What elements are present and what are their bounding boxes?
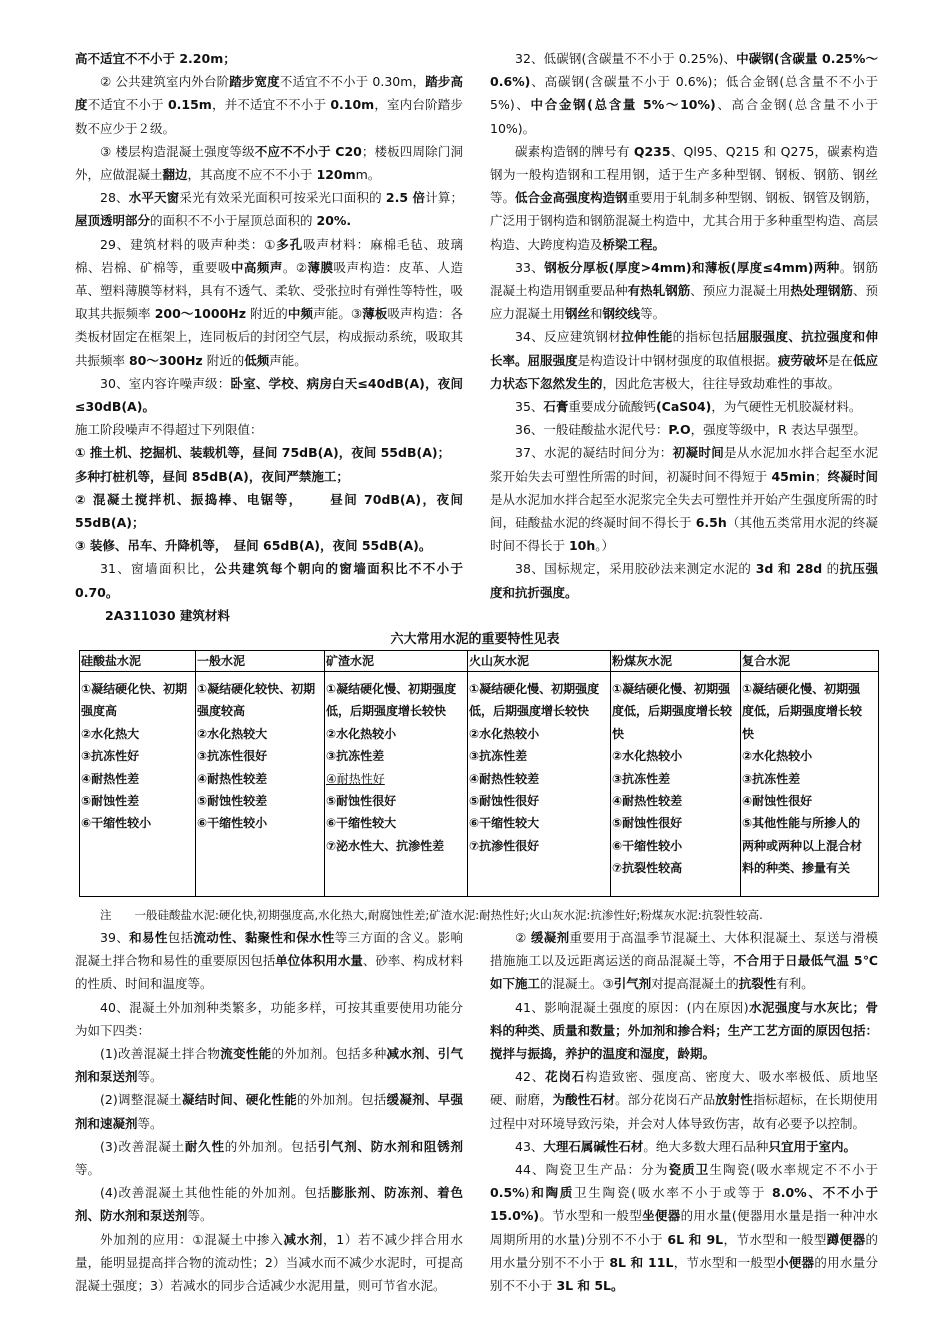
table-cell-line: 度低，后期强度增长较 [742, 704, 863, 719]
table-cell-line: ④耐热性较差 [469, 771, 540, 786]
paragraph: ③ 楼层构造混凝土强度等级不应不不小于 C20；楼板四周除门洞外，应做混凝土翻边，其高度不应不不小于 120mm。 [75, 143, 463, 183]
table-cell-line: ②水化热较小 [612, 749, 683, 764]
paragraph: 39、和易性包括流动性、黏聚性和保水性等三方面的含义。影响混凝土拌合物和易性的重要原因包括单位体积用水量、砂率、构成材料的性质、时间和温度等。 [75, 930, 463, 992]
table-cell-line: ①凝结硬化慢、初期强度 [469, 682, 600, 696]
table-column-header: 矿渣水泥 [325, 651, 467, 672]
paragraph: 34、反应建筑钢材拉伸性能的指标包括屈服强度、抗拉强度和伸长率。屈服强度是构造设计中钢材强度的取值根据。疲劳破坏是在低应力状态下忽然发生的，因此危害极大，往往导致劫难性的事故。 [490, 329, 878, 391]
paragraph: (2)调整混凝土凝结时间、硬化性能的外加剂。包括缓凝剂、早强剂和速凝剂等。 [75, 1092, 463, 1131]
table-cell-line: ⑤其他性能与所掺人的 [742, 816, 861, 831]
paragraph: 高不适宜不不小于 2.20m； [75, 51, 236, 66]
left-column-bottom [75, 926, 463, 1297]
table-cell-line: ②水化热大 [81, 726, 140, 741]
table-column-header: 粉煤灰水泥 [611, 651, 740, 672]
paragraph: 43、大理石属碱性石材。绝大多数大理石品种只宜用于室内。 [515, 1138, 856, 1154]
table-cell-line: 低，后期强度增长较快 [469, 704, 590, 719]
table-note: 注 一般硅酸盐水泥:硬化快,初期强度高,水化热大,耐腐蚀性差;矿渣水泥:耐热性好;火山灰水泥:抗渗性好;粉煤灰水泥:抗裂性较高. [100, 908, 763, 922]
paragraph: ② 缓凝剂重要用于高温季节混凝土、大体积混凝土、泵送与滑模措施施工以及远距离运送的商品混凝土等，不合用于日最低气温 5℃如下施工的混凝土。③引气剂对提高混凝土的抗裂性有利。 [490, 930, 878, 992]
paragraph: ② 公共建筑室内外台阶踏步宽度不适宜不不小于 0.30m，踏步高度不适宜不小于 0.15m，并不适宜不不小于 0.10m，室内台阶踏步数不应少于２级。 [75, 74, 463, 136]
table-column [741, 651, 878, 896]
table-cell-line: ②水化热较大 [197, 726, 268, 741]
table-cell-line: 度低，后期强度增长较 [612, 704, 733, 719]
paragraph: 28、水平天窗采光有效采光面积可按采光口面积的 2.5 倍计算；屋顶透明部分的面积不不小于屋顶总面积的 20%. [75, 190, 463, 229]
paragraph: 42、花岗石构造致密、强度高、密度大、吸水率极低、质地坚硬、耐磨，为酸性石材。部分花岗石产品放射性指标超标，在长期使用过程中对环境导致污染，并会对人体导致伤害，故有必要予以控制。 [490, 1069, 878, 1131]
paragraph: 37、水泥的凝结时间分为：初凝时间是从水泥加水拌合起至水泥浆开始失去可塑性所需的时间，初凝时间不得短于 45min；终凝时间是从水泥加水拌合起至水泥浆完全失去可塑性并开始产生强度所需的时间，硅酸盐水泥的终凝时间不得长于 6.5h（其他五类常用水泥的终凝时间不得长于 10h。） [490, 445, 878, 554]
table-cell-line: ⑤耐蚀性较差 [197, 794, 268, 809]
right-column-top [490, 47, 878, 604]
table-cell-line: 强度较高 [197, 704, 246, 719]
table-cell-line: ⑥干缩性较小 [81, 816, 152, 831]
table-cell-line: 快 [612, 726, 625, 741]
table-cell-line: 快 [742, 726, 755, 741]
table-cell-line: ⑤耐蚀性差 [81, 794, 140, 809]
cement-properties-table [79, 650, 879, 897]
table-column [196, 651, 325, 896]
table-cell-line: ①凝结硬化慢、初期强 [612, 682, 731, 696]
paragraph: ② 混凝土搅拌机、振捣棒、电锯等， 昼间 70dB(A)，夜间 55dB(A)； [75, 491, 463, 531]
table-column-header: 复合水泥 [741, 651, 878, 672]
table-cell-line: ⑦抗渗性很好 [469, 838, 540, 853]
table-cell-line: ⑦抗裂性较高 [612, 861, 683, 876]
paragraph: 31、窗墙面积比，公共建筑每个朝向的窗墙面积比不不小于 0.70。 [75, 561, 463, 600]
paragraph: 外加剂的应用：①混凝土中掺入减水剂，1）若不减少拌合用水量，能明显提高拌合物的流动性；2）当减水而不减少水泥时，可提高混凝土强度；3）若减水的同步合适减少水泥用量，则可节省水泥。 [75, 1231, 463, 1294]
paragraph: 碳素构造钢的牌号有 Q235、Ql95、Q215 和 Q275，碳素构造钢为一般构造钢和工程用钢，适于生产多种型钢、钢板、钢筋、钢丝等。低合金高强度构造钢重要用于轧制多种型钢、钢板、钢管及钢筋，广泛用于钢构造和钢筋混凝土构造中，尤其合用于多种重型构造、高层构造、大跨度构造及桥梁工程。 [490, 143, 878, 252]
paragraph: 多种打桩机等，昼间 85dB(A)，夜间严禁施工； [75, 468, 349, 484]
table-cell-line: ⑦泌水性大、抗渗性差 [326, 838, 445, 853]
table-cell-line: 两种或两种以上混合材 [742, 838, 863, 853]
paragraph: 30、室内容许噪声级：卧室、学校、病房白天≤40dB(A)，夜间≤30dB(A)。 [75, 375, 464, 415]
paragraph: 44、陶瓷卫生产品：分为瓷质卫生陶瓷(吸水率规定不不小于 0.5%)和陶质卫生陶瓷(吸水率不小于或等于 8.0%、不不小于 15.0%)。节水型和一般型坐便器的用水量(便器用水量是指一种冲水周期所用的水量)分别不不小于 6L 和 9L，节水型和一般型蹲便器的用水量分别不不小于 8L 和 11L，节水型和一般型小便器的用水量分别不不小于 3L 和 5L。 [490, 1162, 878, 1294]
table-cell-line: ②水化热较小 [742, 749, 813, 764]
table-cell-line: ①凝结硬化快、初期 [81, 682, 188, 696]
paragraph: ① 推土机、挖掘机、装载机等，昼间 75dB(A)，夜间 55dB(A)； [75, 445, 451, 461]
table-cell-line: ①凝结硬化慢、初期强 [742, 682, 861, 696]
table-cell-line: ⑥干缩性较大 [326, 816, 397, 831]
table-cell-line: ③抗冻性很好 [197, 749, 268, 764]
table-column-header: 火山灰水泥 [468, 651, 610, 672]
paragraph: (3)改善混凝土耐久性的外加剂。包括引气剂、防水剂和阻锈剂等。 [75, 1138, 463, 1178]
table-cell-line: ⑤耐蚀性很好 [326, 794, 397, 809]
section-heading: 2A311030 建筑材料 [105, 607, 230, 623]
paragraph: 33、钢板分厚板(厚度>4mm)和薄板(厚度≤4mm)两种。钢筋混凝土构造用钢重要品种有热轧钢筋、预应力混凝土用热处理钢筋、预应力混凝土用钢丝和钢绞线等。 [490, 259, 879, 322]
paragraph: (4)改善混凝土其他性能的外加剂。包括膨胀剂、防冻剂、着色剂、防水剂和泵送剂等。 [75, 1185, 463, 1224]
table-column [611, 651, 741, 896]
table-column-header: 硅酸盐水泥 [80, 651, 195, 672]
table-column [80, 651, 196, 896]
paragraph: (1)改善混凝土拌合物流变性能的外加剂。包括多种减水剂、引气剂和泵送剂等。 [75, 1046, 463, 1085]
table-cell-line: ④耐热性较差 [197, 771, 268, 786]
table-cell-line: ⑥干缩性较小 [197, 816, 268, 831]
table-cell-line: ③抗冻性好 [81, 749, 140, 764]
left-column-top [75, 47, 463, 627]
table-cell-line: ①凝结硬化较快、初期 [197, 682, 316, 696]
table-column [325, 651, 468, 896]
paragraph: 41、影响混凝土强度的原因：(内在原因)水泥强度与水灰比；骨料的种类、质量和数量；外加剂和掺合料；生产工艺方面的原因包括：搅拌与振捣，养护的温度和湿度，龄期。 [490, 999, 878, 1062]
table-cell-line: 强度高 [81, 704, 118, 719]
table-column-header: 一般水泥 [196, 651, 324, 672]
table-cell-line: ④耐热性较差 [612, 794, 683, 809]
table-cell-line: ①凝结硬化慢、初期强度 [326, 682, 457, 696]
table-cell-line: ③抗冻性差 [612, 771, 671, 786]
paragraph: 29、建筑材料的吸声种类：①多孔吸声材料：麻棉毛毡、玻璃棉、岩棉、矿棉等，重要吸中高频声。②薄膜吸声构造：皮革、人造革、塑料薄膜等材料，具有不透气、柔软、受张拉时有弹性等特性，吸取其共振频率 200～1000Hz 附近的中频声能。③薄板吸声构造：各类板材固定在框架上，连同板后的封闭空气层，构成振动系统，吸取其共振频率 80～300Hz 附近的低频声能。 [75, 236, 463, 368]
table-cell-line: ④耐蚀性很好 [742, 794, 813, 809]
table-cell-line: ②水化热较小 [326, 726, 397, 741]
paragraph: 施工阶段噪声不得超过下列限值： [75, 422, 263, 438]
paragraph: 35、石膏重要成分硫酸钙(CaS04)，为气硬性无机胶凝材料。 [515, 399, 862, 415]
table-cell-line: ⑥干缩性较大 [469, 816, 540, 831]
table-cell-line: 低，后期强度增长较快 [326, 704, 447, 719]
table-cell-line: ②水化热较小 [469, 726, 540, 741]
right-column-bottom [490, 926, 878, 1297]
table-cell-line: ③抗冻性差 [742, 771, 801, 786]
table-cell-line: ③抗冻性差 [469, 749, 528, 764]
table-column [468, 651, 611, 896]
table-cell-line: 料的种类、掺量有关 [742, 861, 851, 876]
table-cell-line: ⑥干缩性较小 [612, 838, 683, 853]
paragraph: ③ 装修、吊车、升降机等， 昼间 65dB(A)，夜间 55dB(A)。 [75, 538, 432, 554]
table-cell-line: ④耐热性差 [81, 771, 140, 786]
paragraph: 32、低碳钢(含碳量不不小于 0.25%)、中碳钢(含碳量 0.25%～0.6%)、高碳钢(含碳量不小于 0.6%)；低合金钢(总含量不不小于 5%)、中合金钢(总含量 5%～10%)、高合金钢(总含量不小于 10%)。 [490, 51, 879, 136]
table-cell-line: ③抗冻性差 [326, 749, 385, 764]
paragraph: 38、国标规定，采用胶砂法来测定水泥的 3d 和 28d 的抗压强度和抗折强度。 [490, 561, 878, 600]
table-cell-line: ④耐热性好 [326, 771, 385, 786]
table-cell-line: ⑤耐蚀性很好 [612, 816, 683, 831]
paragraph: 40、混凝土外加剂种类繁多，功能多样，可按其重要使用功能分为如下四类： [75, 999, 463, 1038]
table-title: 六大常用水泥的重要特性见表 [390, 632, 560, 647]
table-cell-line: ⑤耐蚀性很好 [469, 794, 540, 809]
paragraph: 36、一般硅酸盐水泥代号：P.O，强度等级中，R 表达早强型。 [515, 422, 866, 438]
